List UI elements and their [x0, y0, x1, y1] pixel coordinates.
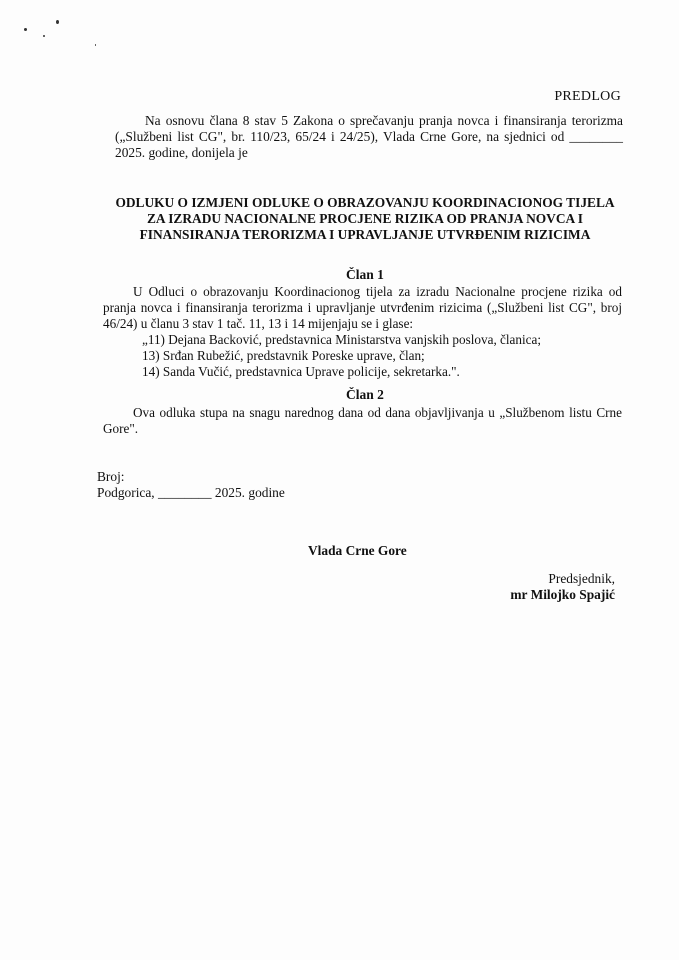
scan-speck — [43, 35, 45, 37]
article-1-text: U Odluci o obrazovanju Koordinacionog tijela za izradu Nacionalne procjene rizika od pranja novca i finansiranja terorizma i upravljanje utvrđenim rizicima („Službeni list CG", broj 46/24) u članu 3 stav 1 tač. 11, 13 i 14 mijenjaju se i glase: — [103, 284, 622, 331]
article-1-item-14: 14) Sanda Vučić, predstavnica Uprave policije, sekretarka.". — [142, 364, 460, 379]
article-1-item-13: 13) Srđan Rubežić, predstavnik Poreske uprave, član; — [142, 348, 425, 363]
preamble — [115, 113, 623, 161]
scan-speck — [95, 44, 96, 46]
signing-organization: Vlada Crne Gore — [308, 543, 407, 558]
title-line-3: FINANSIRANJA TERORIZMA I UPRAVLJANJE UTVRĐENIM RIZICIMA — [139, 227, 591, 242]
article-2-text: Ova odluka stupa na snagu narednog dana od dana objavljivanja u „Službenom listu Crne Gore". — [103, 405, 622, 436]
article-2-heading: Član 2 — [346, 387, 384, 402]
article-2-body — [103, 405, 622, 437]
article-1-body — [103, 284, 622, 332]
title-line-1: ODLUKU O IZMJENI ODLUKE O OBRAZOVANJU KOORDINACIONOG TIJELA — [115, 195, 615, 210]
document-title — [110, 195, 620, 243]
signatory-name: mr Milojko Spajić — [510, 587, 615, 602]
preamble-text: Na osnovu člana 8 stav 5 Zakona o sprečavanju pranja novca i finansiranja terorizma („Službeni list CG", br. 110/23, 65/24 i 24/25), Vlada Crne Gore, na sjednici od ________ 2025. godine, donijela je — [115, 113, 623, 160]
signatory-title: Predsjednik, — [548, 571, 615, 586]
place-and-date: Podgorica, ________ 2025. godine — [97, 485, 285, 500]
reference-number: Broj: — [97, 469, 125, 484]
title-line-2: ZA IZRADU NACIONALNE PROCJENE RIZIKA OD PRANJA NOVCA I — [147, 211, 583, 226]
scan-speck — [56, 20, 59, 24]
scan-speck — [24, 28, 27, 31]
article-1-item-11: „11) Dejana Backović, predstavnica Ministarstva vanjskih poslova, članica; — [142, 332, 542, 347]
article-1-heading: Član 1 — [346, 267, 384, 282]
document-status-label: PREDLOG — [554, 89, 621, 104]
